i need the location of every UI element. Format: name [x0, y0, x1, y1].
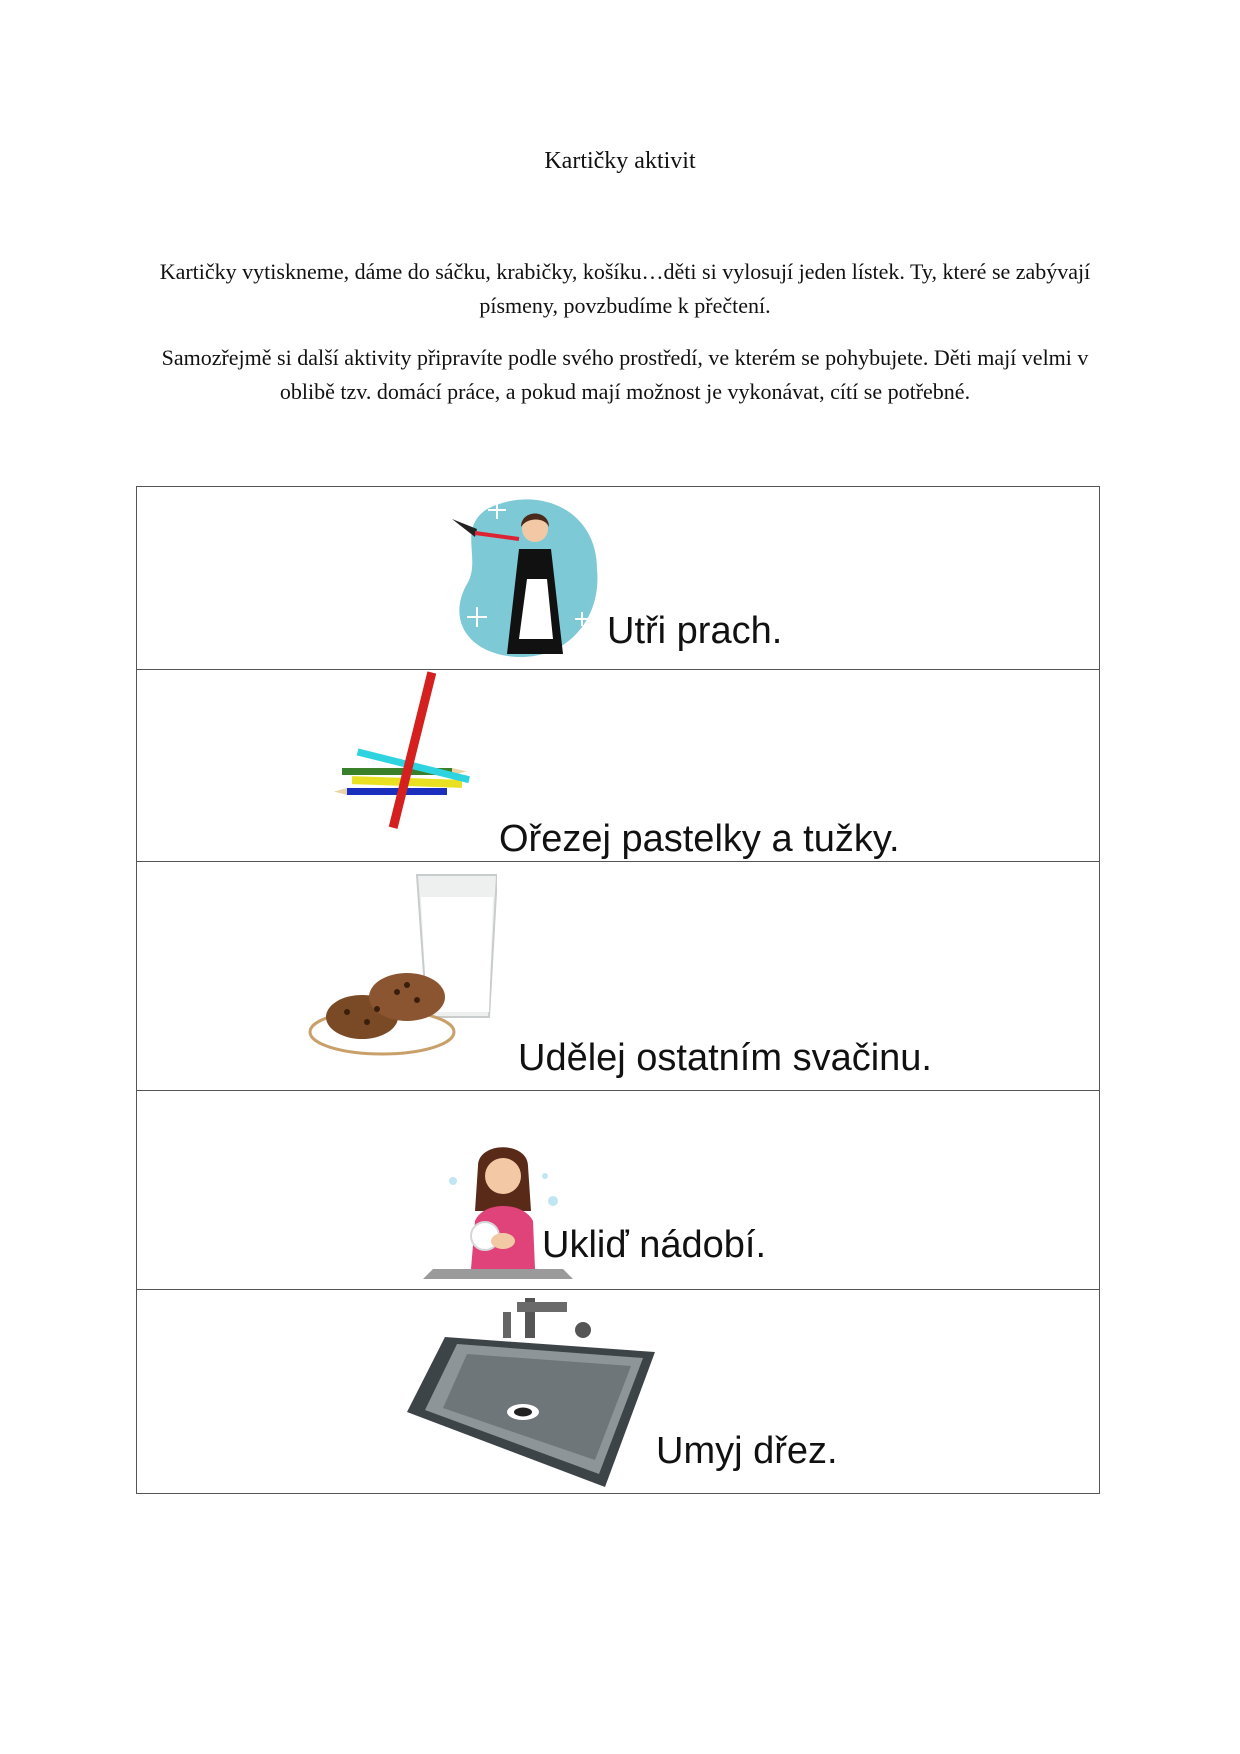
activity-card-5: [137, 1290, 1099, 1495]
activity-card-1: [137, 487, 1099, 670]
card-label: Ořezej pastelky a tužky.: [499, 818, 900, 860]
card-label: Udělej ostatním svačinu.: [518, 1037, 932, 1079]
activity-card-2: [137, 670, 1099, 862]
card-label: Utři prach.: [607, 610, 783, 652]
activity-cards-table: [136, 486, 1100, 1494]
card-label: Umyj dřez.: [656, 1430, 838, 1472]
milk-and-cookies-icon: [307, 867, 497, 1067]
intro-paragraph: Kartičky vytiskneme, dáme do sáčku, krabičky, košíku…děti si vylosují jeden lístek. Ty, které se zabývají písmeny, povzbudíme k přečtení.: [159, 259, 1091, 318]
maid-dusting-icon: [447, 489, 617, 659]
card-label: Ukliď nádobí.: [542, 1224, 767, 1266]
kitchen-sink-icon: [405, 1292, 660, 1492]
activity-card-3: [137, 862, 1099, 1091]
second-paragraph: Samozřejmě si další aktivity připravíte podle svého prostředí, ve kterém se pohybujete. Děti mají velmi v oblibě tzv. domácí práce, a pokud mají možnost je vykonávat, cítí se potřebné.: [161, 345, 1089, 404]
pencils-icon: [332, 670, 497, 850]
page-title: Kartičky aktivit: [544, 148, 696, 174]
activity-card-4: [137, 1091, 1099, 1290]
